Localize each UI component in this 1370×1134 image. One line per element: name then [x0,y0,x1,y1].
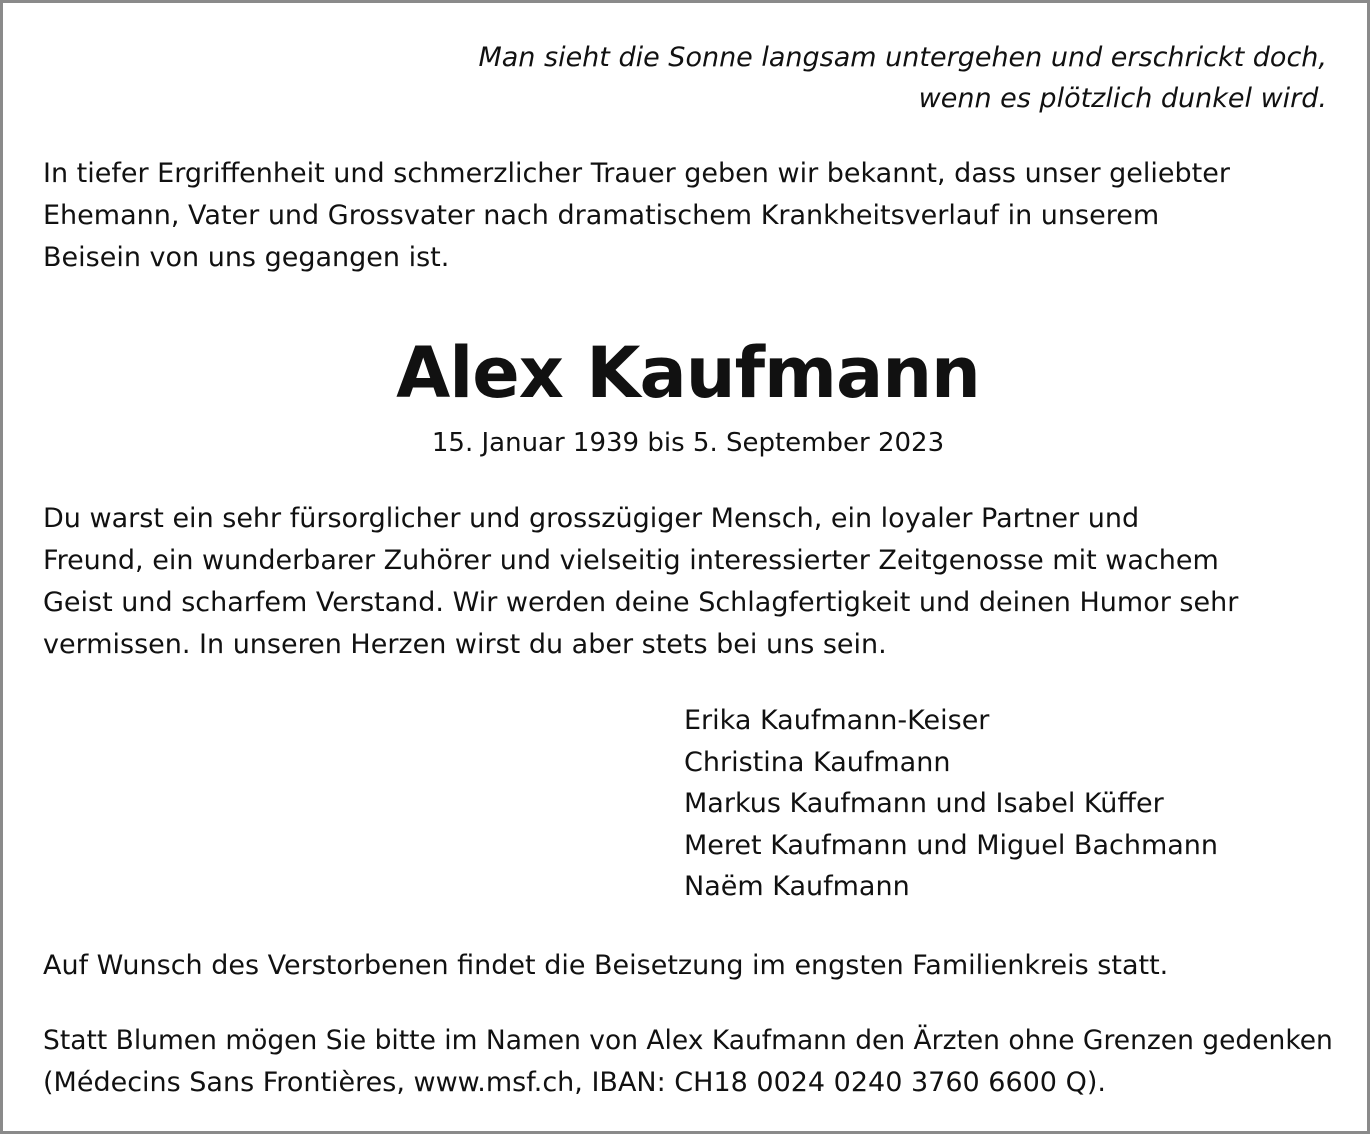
life-dates: 15. Januar 1939 bis 5. September 2023 [431,428,945,458]
tribute-paragraph [43,498,1238,666]
donation-note [43,1020,1333,1104]
intro-line: Ehemann, Vater und Grossvater nach dramatischem Krankheitsverlauf in unserem [43,200,1160,231]
deceased-name: Alex Kaufmann [396,332,980,414]
burial-line: Auf Wunsch des Verstorbenen findet die Beisetzung im engsten Familienkreis statt. [43,950,1169,981]
donation-line: Statt Blumen mögen Sie bitte im Namen von Alex Kaufmann den Ärzten ohne Grenzen gedenken [43,1025,1333,1056]
family-member: Erika Kaufmann-Keiser [684,705,990,736]
family-member: Naëm Kaufmann [684,871,910,902]
donation-line: (Médecins Sans Frontières, www.msf.ch, IBAN: CH18 0024 0240 3760 6600 Q). [43,1067,1106,1098]
motto-quote [478,37,1327,119]
burial-note [43,945,1168,987]
family-member: Christina Kaufmann [684,746,951,778]
family-member: Markus Kaufmann und Isabel Küffer [684,788,1164,819]
motto-line: Man sieht die Sonne langsam untergehen und erschrickt doch, [478,42,1327,73]
tribute-line: Freund, ein wunderbarer Zuhörer und vielseitig interessierter Zeitgenosse mit wachem [43,545,1219,576]
tribute-line: Du warst ein sehr fürsorglicher und grosszügiger Mensch, ein loyaler Partner und [43,503,1140,534]
intro-line: In tiefer Ergriffenheit und schmerzlicher Trauer geben wir bekannt, dass unser geliebter [43,158,1230,189]
family-member: Meret Kaufmann und Miguel Bachmann [684,829,1219,861]
motto-line: wenn es plötzlich dunkel wird. [918,83,1327,114]
family-signatures [684,700,1218,908]
tribute-line: vermissen. In unseren Herzen wirst du aber stets bei uns sein. [43,629,887,660]
tribute-line: Geist und scharfem Verstand. Wir werden deine Schlagfertigkeit und deinen Humor sehr [43,587,1239,618]
intro-paragraph [43,153,1230,279]
intro-line: Beisein von uns gegangen ist. [43,242,450,273]
